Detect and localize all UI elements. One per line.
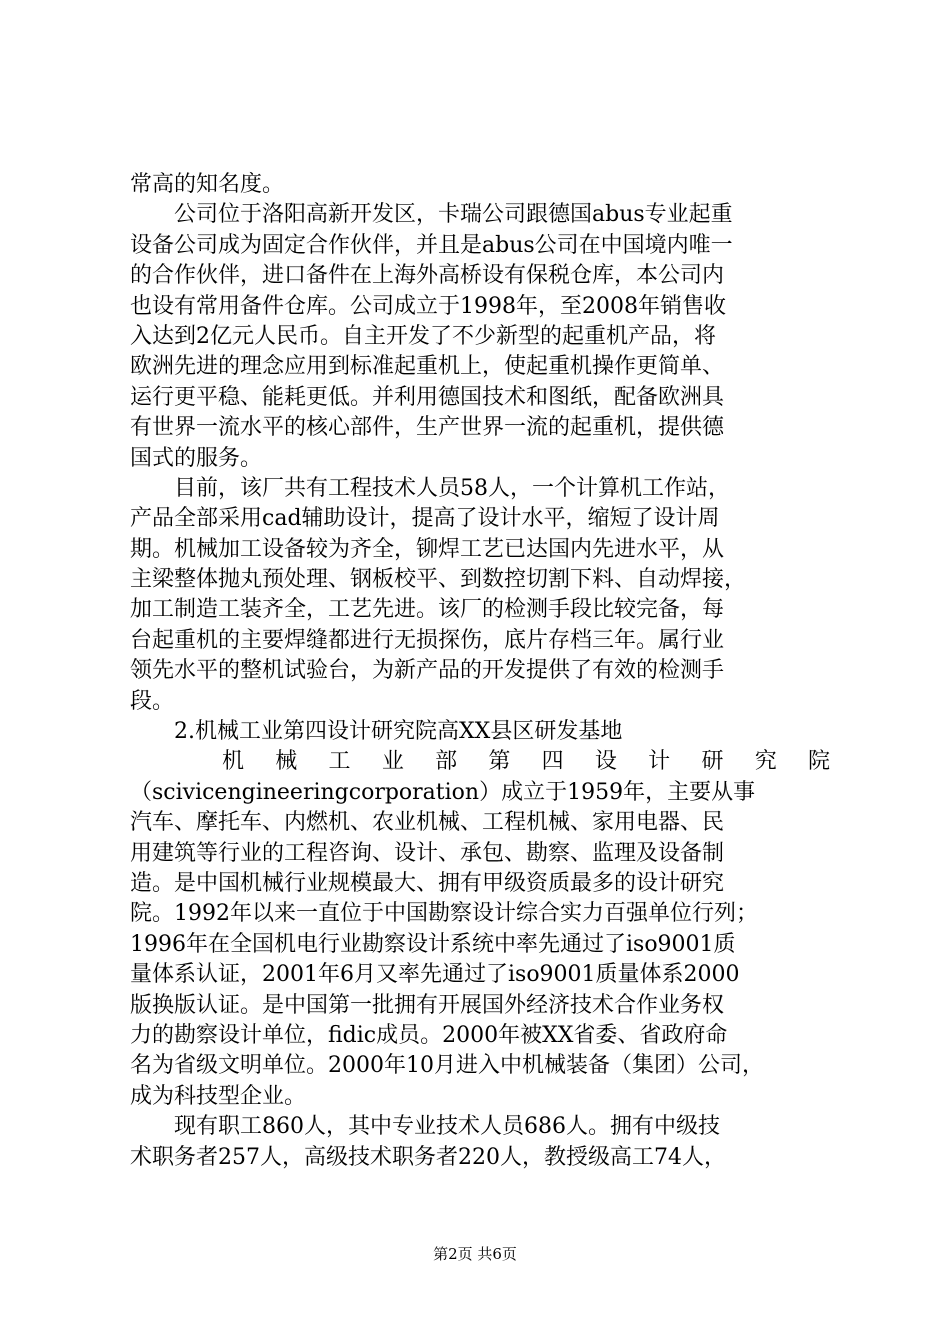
section-heading: 2.机械工业第四设计研究院高XX县区研发基地: [174, 719, 623, 745]
text-line: 设备公司成为固定合作伙伴，并且是abus公司在中国境内唯一: [130, 232, 733, 258]
text-line: 的合作伙伴，进口备件在上海外高桥设有保税仓库，本公司内: [130, 263, 725, 289]
text-line: 常高的知名度。: [130, 172, 285, 197]
text-line: 目前，该厂共有工程技术人员58人，一个计算机工作站，: [174, 475, 730, 501]
text-line: 段。: [130, 688, 175, 714]
text-line: 力的勘察设计单位，fidic成员。2000年被XX省委、省政府命: [130, 1022, 728, 1048]
text-line: 欧洲先进的理念应用到标准起重机上，使起重机操作更简单、: [130, 354, 725, 380]
text-line: 造。是中国机械行业规模最大、拥有甲级资质最多的设计研究: [130, 870, 725, 896]
text-line: 术职务者257人，高级技术职务者220人，教授级高工74人，: [130, 1144, 726, 1170]
text-line: 汽车、摩托车、内燃机、农业机械、工程机械、家用电器、民: [130, 810, 725, 836]
text-line: 公司位于洛阳高新开发区，卡瑞公司跟德国abus专业起重: [174, 202, 733, 228]
document-body: [130, 170, 830, 1173]
text-line: 加工制造工装齐全，工艺先进。该厂的检测手段比较完备，每: [130, 597, 725, 623]
text-line: 主梁整体抛丸预处理、钢板校平、到数控切割下料、自动焊接，: [130, 567, 747, 593]
text-line: 领先水平的整机试验台，为新产品的开发提供了有效的检测手: [130, 658, 725, 684]
text-line: 有世界一流水平的核心部件，生产世界一流的起重机，提供德: [130, 415, 725, 441]
text-line: 现有职工860人，其中专业技术人员686人。拥有中级技: [174, 1114, 720, 1140]
text-line: 院。1992年以来一直位于中国勘察设计综合实力百强单位行列；: [130, 901, 758, 927]
text-line: 1996年在全国机电行业勘察设计系统中率先通过了iso9001质: [130, 931, 736, 957]
text-line: （scivicengineeringcorporation）成立于1959年，主要从事: [130, 779, 756, 805]
text-line: 成为科技型企业。: [130, 1083, 307, 1109]
page-number: 第2页 共6页: [433, 1245, 517, 1263]
text-line: 入达到2亿元人民币。自主开发了不少新型的起重机产品，将: [130, 323, 716, 349]
text-line: 产品全部采用cad辅助设计，提高了设计水平，缩短了设计周: [130, 506, 720, 532]
text-line: 机械工业部第四设计研究院: [222, 749, 830, 775]
text-line: 版换版认证。是中国第一批拥有开展国外经济技术合作业务权: [130, 992, 725, 1018]
text-line: 量体系认证，2001年6月又率先通过了iso9001质量体系2000: [130, 962, 740, 988]
text-line: 台起重机的主要焊缝都进行无损探伤，底片存档三年。属行业: [130, 627, 725, 653]
text-line: 期。机械加工设备较为齐全，铆焊工艺已达国内先进水平，从: [130, 536, 725, 562]
text-line: 名为省级文明单位。2000年10月进入中机械装备（集团）公司，: [130, 1053, 764, 1079]
text-line: 用建筑等行业的工程咨询、设计、承包、勘察、监理及设备制: [130, 840, 725, 866]
text-line: 也设有常用备件仓库。公司成立于1998年，至2008年销售收: [130, 293, 726, 319]
text-line: 国式的服务。: [130, 445, 263, 471]
text-line: 运行更平稳、能耗更低。并利用德国技术和图纸，配备欧洲具: [130, 384, 725, 410]
